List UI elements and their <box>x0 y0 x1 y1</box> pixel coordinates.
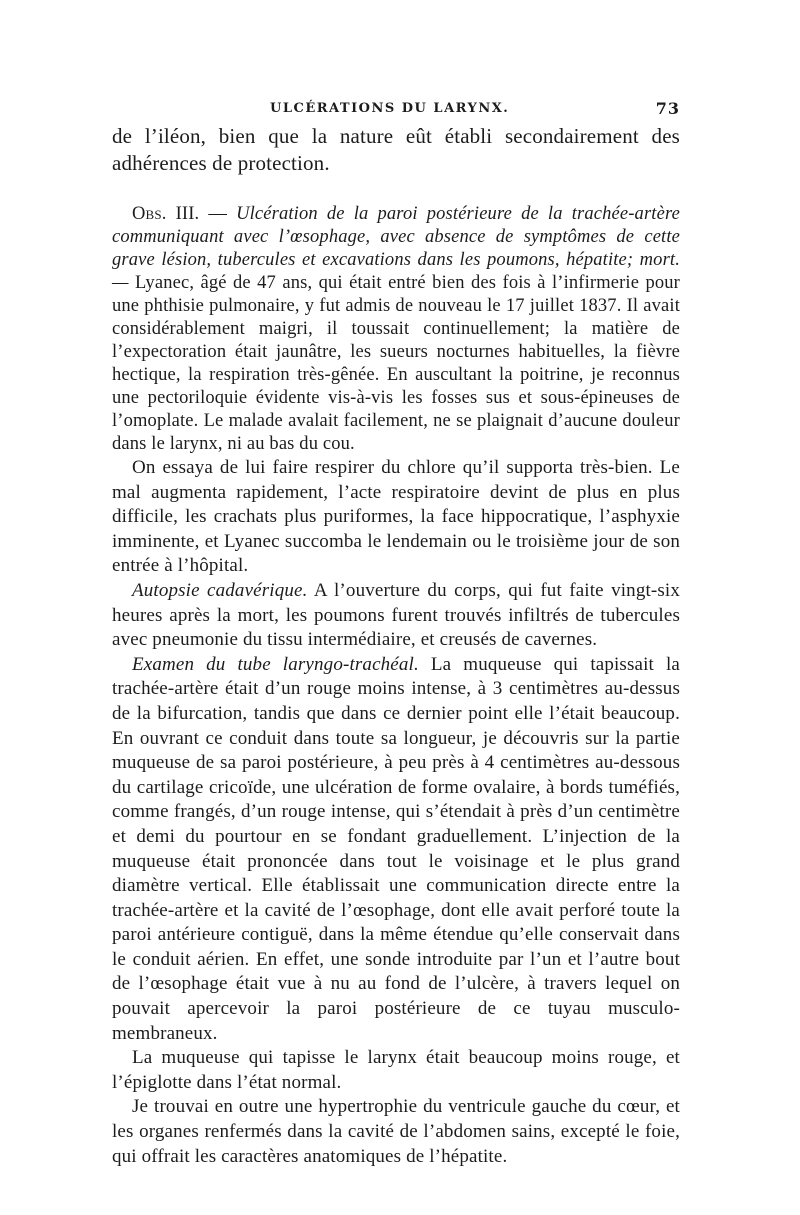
autopsy-label: Autopsie cadavérique. <box>132 579 308 601</box>
observation-text: Lyanec, âgé de 47 ans, qui était entré bien des fois à l’infirmerie pour une phthisie pulmonaire, y fut admis de nouveau le 17 juillet 1837. Il avait considérablement maigri, il toussait continuellement; la matière de l’expectoration était jaunâtre, les sueurs nocturnes habituelles, la fièvre hectique, la respiration très-gênée. En auscultant la poitrine, je reconnus une pectoriloquie évidente vis-à-vis les fosses sus et sous-épineuses de l’omoplate. Le malade avalait facilement, ne se plaignait d’aucune douleur dans le larynx, ni au bas du cou. <box>112 273 680 454</box>
paragraph-conclusion: Je trouvai en outre une hypertrophie du ventricule gauche du cœur, et les organes renfermés dans la cavité de l’abdomen sains, excepté le foie, qui offrait les caractères anatomiques de l’hépatite. <box>112 1096 680 1167</box>
book-page <box>112 97 680 1169</box>
paragraph-larynx: La muqueuse qui tapisse le larynx était beaucoup moins rouge, et l’épiglotte dans l’état normal. <box>112 1047 680 1093</box>
paragraph-treatment: On essaya de lui faire respirer du chlore qu’il supporta très-bien. Le mal augmenta rapidement, l’acte respiratoire devint de plus en plus difficile, les crachats plus puriformes, la face hippocratique, l’asphyxie imminente, et Lyanec succomba le lendemain ou le troisième jour de son entrée à l’hôpital. <box>112 457 680 577</box>
observation-title: Ulcération de la paroi postérieure de la trachée-artère communiquant avec l’œsophage, avec absence de symptômes de cette grave lésion, tubercules et excavations dans les poumons, hépatite; mort. — <box>112 204 680 293</box>
running-title: ULCÉRATIONS DU LARYNX. <box>270 101 510 116</box>
paragraph-examination <box>112 653 680 1047</box>
autopsy-text: A l’ouverture du corps, qui fut faite vingt-six heures après la mort, les poumons furent trouvés infiltrés de tubercules avec pneumonie du tissu intermédiaire, et creusés de cavernes. <box>112 579 680 651</box>
examination-label: Examen du tube laryngo-trachéal. <box>132 653 419 675</box>
page-number: 73 <box>655 99 680 118</box>
paragraph-autopsy <box>112 579 680 653</box>
observation-paragraph <box>112 203 680 456</box>
page-body <box>112 123 680 1169</box>
page-header <box>112 97 680 121</box>
examination-text: La muqueuse qui tapissait la trachée-artère était d’un rouge moins intense, à 3 centimètres au-dessus de la bifurcation, tandis que dans ce dernier point elle l’était beaucoup. En ouvrant ce conduit dans toute sa longueur, je découvris sur la partie muqueuse de sa paroi postérieure, à peu près à 4 centimètres au-dessous du cartilage cricoïde, une ulcération de forme ovalaire, à bords tuméfiés, comme frangés, d’un rouge intense, qui s’étendait à près d’un centimètre et demi du pourtour en se fondant graduellement. L’injection de la muqueuse était prononcée dans tout le voisinage et le plus grand diamètre vertical. Elle établissait une communication directe entre la trachée-artère et la cavité de l’œsophage, dont elle avait perforé toute la paroi antérieure contiguë, dans la même étendue qu’elle conservait dans le conduit aérien. En effet, une sonde introduite par l’un et l’autre bout de l’œsophage était vue à nu au fond de l’ulcère, à travers lequel on pouvait apercevoir la paroi postérieure de ce tuyau musculo-membraneux. <box>112 653 680 1044</box>
observation-label: Obs. III. — <box>132 204 228 224</box>
opening-paragraph: de l’iléon, bien que la nature eût établi secondairement des adhérences de protection. <box>112 124 680 175</box>
